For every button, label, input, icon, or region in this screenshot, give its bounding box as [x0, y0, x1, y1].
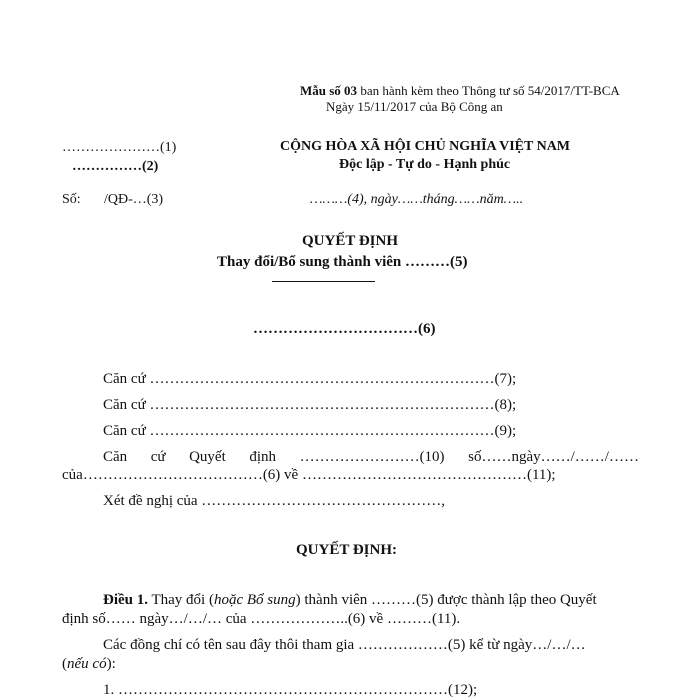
ground-word: định	[249, 449, 276, 465]
form-number: Mẫu số 03	[300, 83, 358, 98]
proposal-line: Xét đề nghị của …………………………………………,	[103, 493, 446, 509]
place-and-date: ………(4), ngày……tháng……năm…..	[310, 192, 524, 207]
member-item-1: 1. …………………………………………………………(12);	[103, 682, 478, 698]
document-subtitle: Thay đổi/Bổ sung thành viên ………(5)	[217, 254, 468, 270]
title-underline	[272, 281, 375, 282]
national-motto: Độc lập - Tự do - Hạnh phúc	[339, 157, 511, 172]
ground-word: cứ	[150, 449, 166, 465]
ground-word: số……ngày……/……/……	[468, 449, 639, 465]
issuing-authority: ……………………………(6)	[253, 321, 436, 337]
decision-heading: QUYẾT ĐỊNH:	[296, 542, 397, 558]
article-1-label: Điều 1.	[103, 592, 148, 608]
document-title: QUYẾT ĐỊNH	[302, 233, 398, 249]
ground-line-9: Căn cứ ……………………………………………………………(9);	[103, 423, 517, 439]
ground-word: ……………………(10)	[299, 449, 445, 465]
article-1-line-1: Điều 1. Thay đổi (hoặc Bổ sung) thành viên ………(5) được thành lập theo Quyết	[103, 592, 597, 608]
document-number-label: Số:	[62, 192, 81, 207]
ground-word: Quyết	[189, 449, 226, 465]
ground-decision-line	[103, 449, 639, 466]
article-1-para-2: Các đồng chí có tên sau đây thôi tham gia ………………(5) kể từ ngày…/…/…	[103, 637, 586, 653]
agency-superior: …………………(1)	[62, 140, 177, 155]
agency-name: ……………(2)	[72, 159, 159, 174]
form-reference-text: ban hành kèm theo Thông tư số 54/2017/TT-BCA	[357, 83, 620, 98]
ground-decision-line-2: của………………………………(6) về ………………………………………(11);	[62, 467, 556, 483]
ground-word: Căn	[103, 449, 128, 465]
document-number-value: /QĐ-…(3)	[104, 192, 164, 207]
article-1-line-2: định số…… ngày…/…/… của ………………..(6) về ………(11).	[62, 611, 461, 627]
form-reference	[300, 83, 620, 99]
ground-line-7: Căn cứ ……………………………………………………………(7);	[103, 371, 517, 387]
form-date-line: Ngày 15/11/2017 của Bộ Công an	[326, 99, 503, 114]
article-1-para-2-line-2: (nếu có):	[62, 656, 116, 672]
ground-line-8: Căn cứ ……………………………………………………………(8);	[103, 397, 517, 413]
country-name: CỘNG HÒA XÃ HỘI CHỦ NGHĨA VIỆT NAM	[280, 139, 571, 154]
